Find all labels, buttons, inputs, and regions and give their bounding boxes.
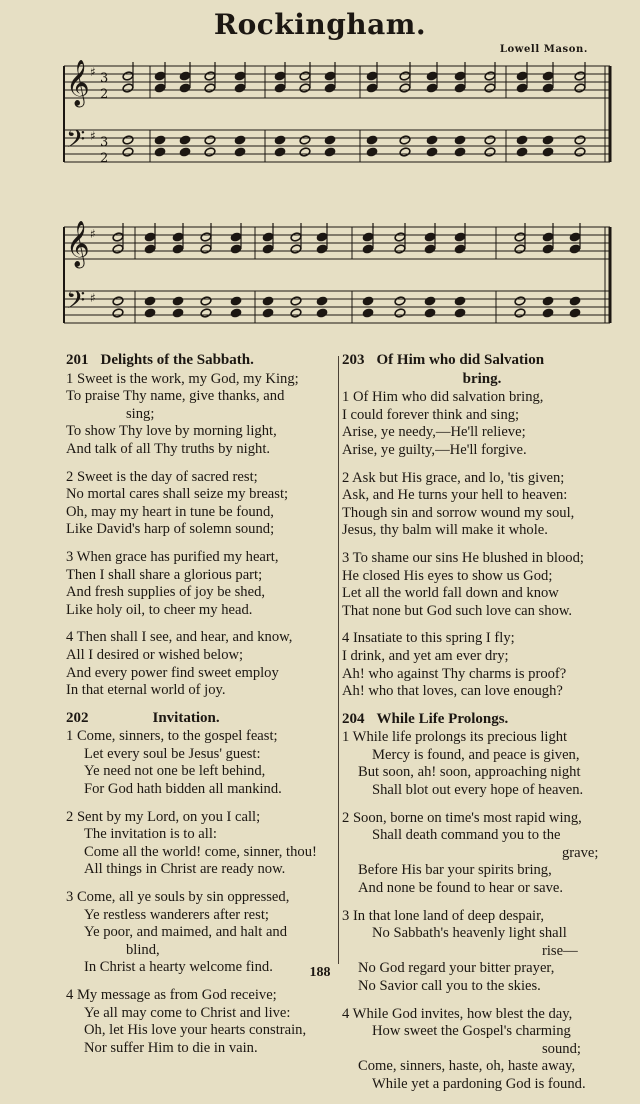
note-head [424,308,436,318]
note-head [514,232,526,242]
sheet-music [0,0,640,340]
stanza [342,550,622,620]
treble-clef-icon: 𝄞 [66,221,90,267]
verse-line: 3 To shame our sins He blushed in blood; [342,549,584,566]
note-head [290,308,302,318]
verse-line: grave; [562,844,599,861]
sharp-icon: ♯ [90,65,96,79]
note-head [454,147,466,157]
note-head [454,83,466,93]
note-head [262,296,274,306]
verse-line: 1 Come, sinners, to the gospel feast; [66,728,278,745]
note-head [262,232,274,242]
composer-credit: Lowell Mason. [499,44,588,55]
note-head [362,296,374,306]
note-head [569,232,581,242]
note-head [144,232,156,242]
verse-line: 1 Sweet is the work, my God, my King; [66,370,299,387]
note-head [516,83,528,93]
hymn-title: Delights of the Sabbath. [100,352,254,368]
bass-clef-icon: 𝄢 [66,125,86,160]
note-head [144,296,156,306]
note-head [316,232,328,242]
note-head [542,71,554,81]
note-head [484,83,496,93]
verse-line: 2 Sent by my Lord, on you I call; [66,808,261,825]
stanza [342,630,622,700]
verse-line: To show Thy love by morning light, [66,423,277,440]
note-head [454,135,466,145]
note-head [542,147,554,157]
verse-line: Before His bar your spirits bring, [358,862,552,879]
stanza [66,371,336,459]
verse-line: 3 Come, all ye souls by sin oppressed, [66,889,290,906]
note-head [569,308,581,318]
note-head [424,244,436,254]
verse-line: 3 In that lone land of deep despair, [342,907,545,924]
stanza [66,728,336,798]
note-head [122,135,134,145]
stanza [66,987,336,1057]
note-head [454,296,466,306]
verse-line: While yet a pardoning God is found. [372,1075,586,1092]
page-number: 188 [309,965,331,980]
note-head [230,296,242,306]
verse-line: Shall death command you to the [372,827,561,844]
verse-line: Oh, may my heart in tune be found, [66,503,274,520]
note-head [154,83,166,93]
bass-clef-icon: 𝄢 [66,286,86,321]
verse-line: Like holy oil, to cheer my head. [66,601,253,618]
note-head [299,71,311,81]
hymn-title: Invitation. [152,709,220,726]
verse-line: And fresh supplies of joy be shed, [66,584,266,601]
note-head [234,71,246,81]
note-head [542,232,554,242]
note-head [200,296,212,306]
note-head [454,232,466,242]
treble-clef-icon: 𝄞 [66,60,90,106]
verse-line: But soon, ah! soon, approaching night [358,764,581,781]
verse-line: No Sabbath's heavenly light shall [372,925,567,942]
note-head [299,147,311,157]
hymn-title-cont: bring. [462,370,502,387]
note-head [542,135,554,145]
stanza [66,809,336,879]
note-head [484,71,496,81]
note-head [324,71,336,81]
note-head [172,232,184,242]
note-head [366,147,378,157]
verse-line: 2 Soon, borne on time's most rapid wing, [342,809,582,826]
note-head [426,71,438,81]
note-head [394,308,406,318]
hymn-tune-title: Rockingham. [213,8,427,41]
note-head [112,244,124,254]
note-head [290,244,302,254]
hymn-number: 203 [342,352,365,368]
note-head [234,147,246,157]
verse-line: In that eternal world of joy. [66,682,226,699]
note-head [274,71,286,81]
hymn-heading [342,352,622,370]
note-head [516,71,528,81]
note-head [574,71,586,81]
verse-line: All things in Christ are ready now. [84,861,286,878]
verse-line: Let every soul be Jesus' guest: [84,745,261,762]
stanza [342,389,622,459]
note-head [454,308,466,318]
verse-line: Ah! who against Thy charms is proof? [342,665,567,682]
note-head [399,147,411,157]
verse-line: For God hath bidden all mankind. [84,781,282,798]
verse-line: In Christ a hearty welcome find. [84,959,273,976]
note-head [122,83,134,93]
note-head [172,296,184,306]
note-head [299,135,311,145]
hymn-heading [66,710,336,728]
verse-line: sing; [126,405,155,422]
note-head [230,308,242,318]
verse-line: Then I shall share a glorious part; [66,566,263,583]
note-head [574,83,586,93]
verse-line: Mercy is found, and peace is given, [372,746,580,763]
note-head [316,296,328,306]
stanza [342,1006,622,1094]
note-head [200,232,212,242]
verse-line: Though sin and sorrow wound my soul, [342,504,575,521]
verse-line: He closed His eyes to show us God; [342,567,553,584]
note-head [362,308,374,318]
note-head [122,71,134,81]
note-head [299,83,311,93]
time-signature-icon: 2 [100,151,109,166]
stanza [66,629,336,699]
hymn-heading [66,352,336,370]
note-head [542,308,554,318]
note-head [514,296,526,306]
note-head [394,244,406,254]
verse-line: 4 Then shall I see, and hear, and know, [66,629,293,646]
verse-line: I could forever think and sing; [342,406,520,423]
note-head [574,135,586,145]
verse-line: Jesus, thy balm will make it whole. [342,522,548,539]
note-head [514,244,526,254]
column-divider [338,356,339,964]
sharp-icon: ♯ [90,227,96,241]
hymn-number: 201 [66,352,89,368]
verse-line: No Savior call you to the skies. [358,978,541,994]
note-head [362,244,374,254]
left-column [66,352,336,1067]
note-head [569,296,581,306]
note-head [362,232,374,242]
note-head [324,147,336,157]
note-head [542,296,554,306]
note-head [154,135,166,145]
note-head [484,147,496,157]
note-head [290,296,302,306]
note-head [424,296,436,306]
note-head [204,83,216,93]
note-head [516,147,528,157]
hymn-203 [342,352,622,701]
note-head [316,244,328,254]
note-head [179,71,191,81]
note-head [154,71,166,81]
verse-line: Oh, let His love your hearts constrain, [84,1022,307,1039]
hymn-title: Of Him who did Salvation [376,352,545,368]
verse-line: Like David's harp of solemn sound; [66,521,275,538]
verse-line: sound; [542,1040,581,1057]
hymn-number: 204 [342,710,365,727]
verse-line: Arise, ye needy,—He'll relieve; [342,424,526,441]
verse-line: I drink, and yet am ever dry; [342,647,509,664]
note-head [204,71,216,81]
verse-line: Arise, ye guilty,—He'll forgive. [342,441,527,458]
note-head [399,83,411,93]
verse-line: blind, [126,941,160,958]
time-signature-icon: 2 [100,87,109,102]
note-head [172,308,184,318]
verse-line: Ye all may come to Christ and live: [84,1004,291,1021]
note-head [426,83,438,93]
verse-line: And every power find sweet employ [66,664,279,681]
verse-line: 4 My message as from God receive; [66,987,277,1003]
note-head [179,83,191,93]
time-signature-icon: 3 [100,135,109,150]
stanza [342,729,622,799]
note-head [366,135,378,145]
note-head [290,232,302,242]
note-head [366,83,378,93]
note-head [454,244,466,254]
note-head [234,83,246,93]
verse-line: Come all the world! come, sinner, thou! [84,843,317,860]
sharp-icon: ♯ [90,291,96,305]
verse-line: No God regard your bitter prayer, [358,960,555,977]
stanza [66,549,336,619]
verse-line: Let all the world fall down and know [342,585,559,602]
note-head [324,83,336,93]
note-head [316,308,328,318]
note-head [144,244,156,254]
verse-line: 1 While life prolongs its precious light [342,729,568,746]
note-head [542,244,554,254]
note-head [324,135,336,145]
stanza [66,469,336,539]
note-head [454,71,466,81]
verse-line: Ye need not one be left behind, [84,763,266,780]
verse-line: rise— [542,942,578,959]
note-head [144,308,156,318]
verse-line: That none but God such love can show. [342,602,573,619]
sharp-icon: ♯ [90,129,96,143]
note-head [399,135,411,145]
verse-line: Ask, and He turns your hell to heaven: [342,487,568,504]
note-head [154,147,166,157]
note-head [179,147,191,157]
note-head [230,232,242,242]
stanza [66,889,336,977]
verse-line: Shall blot out every hope of heaven. [372,782,584,799]
note-head [112,308,124,318]
verse-line: Ye poor, and maimed, and halt and [84,924,288,941]
hymn-title: While Life Prolongs. [376,710,509,727]
verse-line: And talk of all Thy truths by night. [66,440,271,457]
note-head [230,244,242,254]
stanza [342,470,622,540]
note-head [274,135,286,145]
note-head [112,232,124,242]
note-head [394,296,406,306]
time-signature-icon: 3 [100,71,109,86]
verse-line: 4 Insatiate to this spring I fly; [342,630,515,647]
note-head [262,244,274,254]
note-head [484,135,496,145]
verse-line: To praise Thy name, give thanks, and [66,388,285,405]
verse-line: Ye restless wanderers after rest; [84,906,269,923]
hymn-204 [342,711,622,1094]
note-head [122,147,134,157]
stanza [342,810,622,898]
note-head [542,83,554,93]
hymn-202 [66,710,336,1058]
verse-line: No mortal cares shall seize my breast; [66,486,289,503]
note-head [112,296,124,306]
note-head [394,232,406,242]
note-head [274,147,286,157]
note-head [366,71,378,81]
verse-line: 3 When grace has purified my heart, [66,548,279,565]
verse-line: 2 Ask but His grace, and lo, 'tis given; [342,469,565,486]
hymn-heading [342,711,622,729]
verse-line: All I desired or wished below; [66,646,244,663]
verse-line: Come, sinners, haste, oh, haste away, [358,1058,576,1075]
note-head [200,308,212,318]
note-head [172,244,184,254]
note-head [426,147,438,157]
verse-line: 2 Sweet is the day of sacred rest; [66,468,258,485]
note-head [179,135,191,145]
note-head [514,308,526,318]
verse-line: And none be found to hear or save. [358,880,564,897]
verse-line: 1 Of Him who did salvation bring, [342,389,544,406]
stanza [342,908,622,996]
note-head [569,244,581,254]
note-head [424,232,436,242]
note-head [204,135,216,145]
note-head [399,71,411,81]
hymn-201 [66,352,336,700]
verse-line: 4 While God invites, how blest the day, [342,1005,573,1022]
verse-line: Ah! who that loves, can love enough? [342,683,563,700]
verse-line: The invitation is to all: [84,826,217,843]
note-head [516,135,528,145]
note-head [262,308,274,318]
hymn-number: 202 [66,709,89,726]
note-head [204,147,216,157]
note-head [200,244,212,254]
note-head [274,83,286,93]
note-head [574,147,586,157]
note-head [234,135,246,145]
note-head [426,135,438,145]
verse-line: How sweet the Gospel's charming [372,1023,571,1040]
verse-line: Nor suffer Him to die in vain. [84,1039,258,1056]
